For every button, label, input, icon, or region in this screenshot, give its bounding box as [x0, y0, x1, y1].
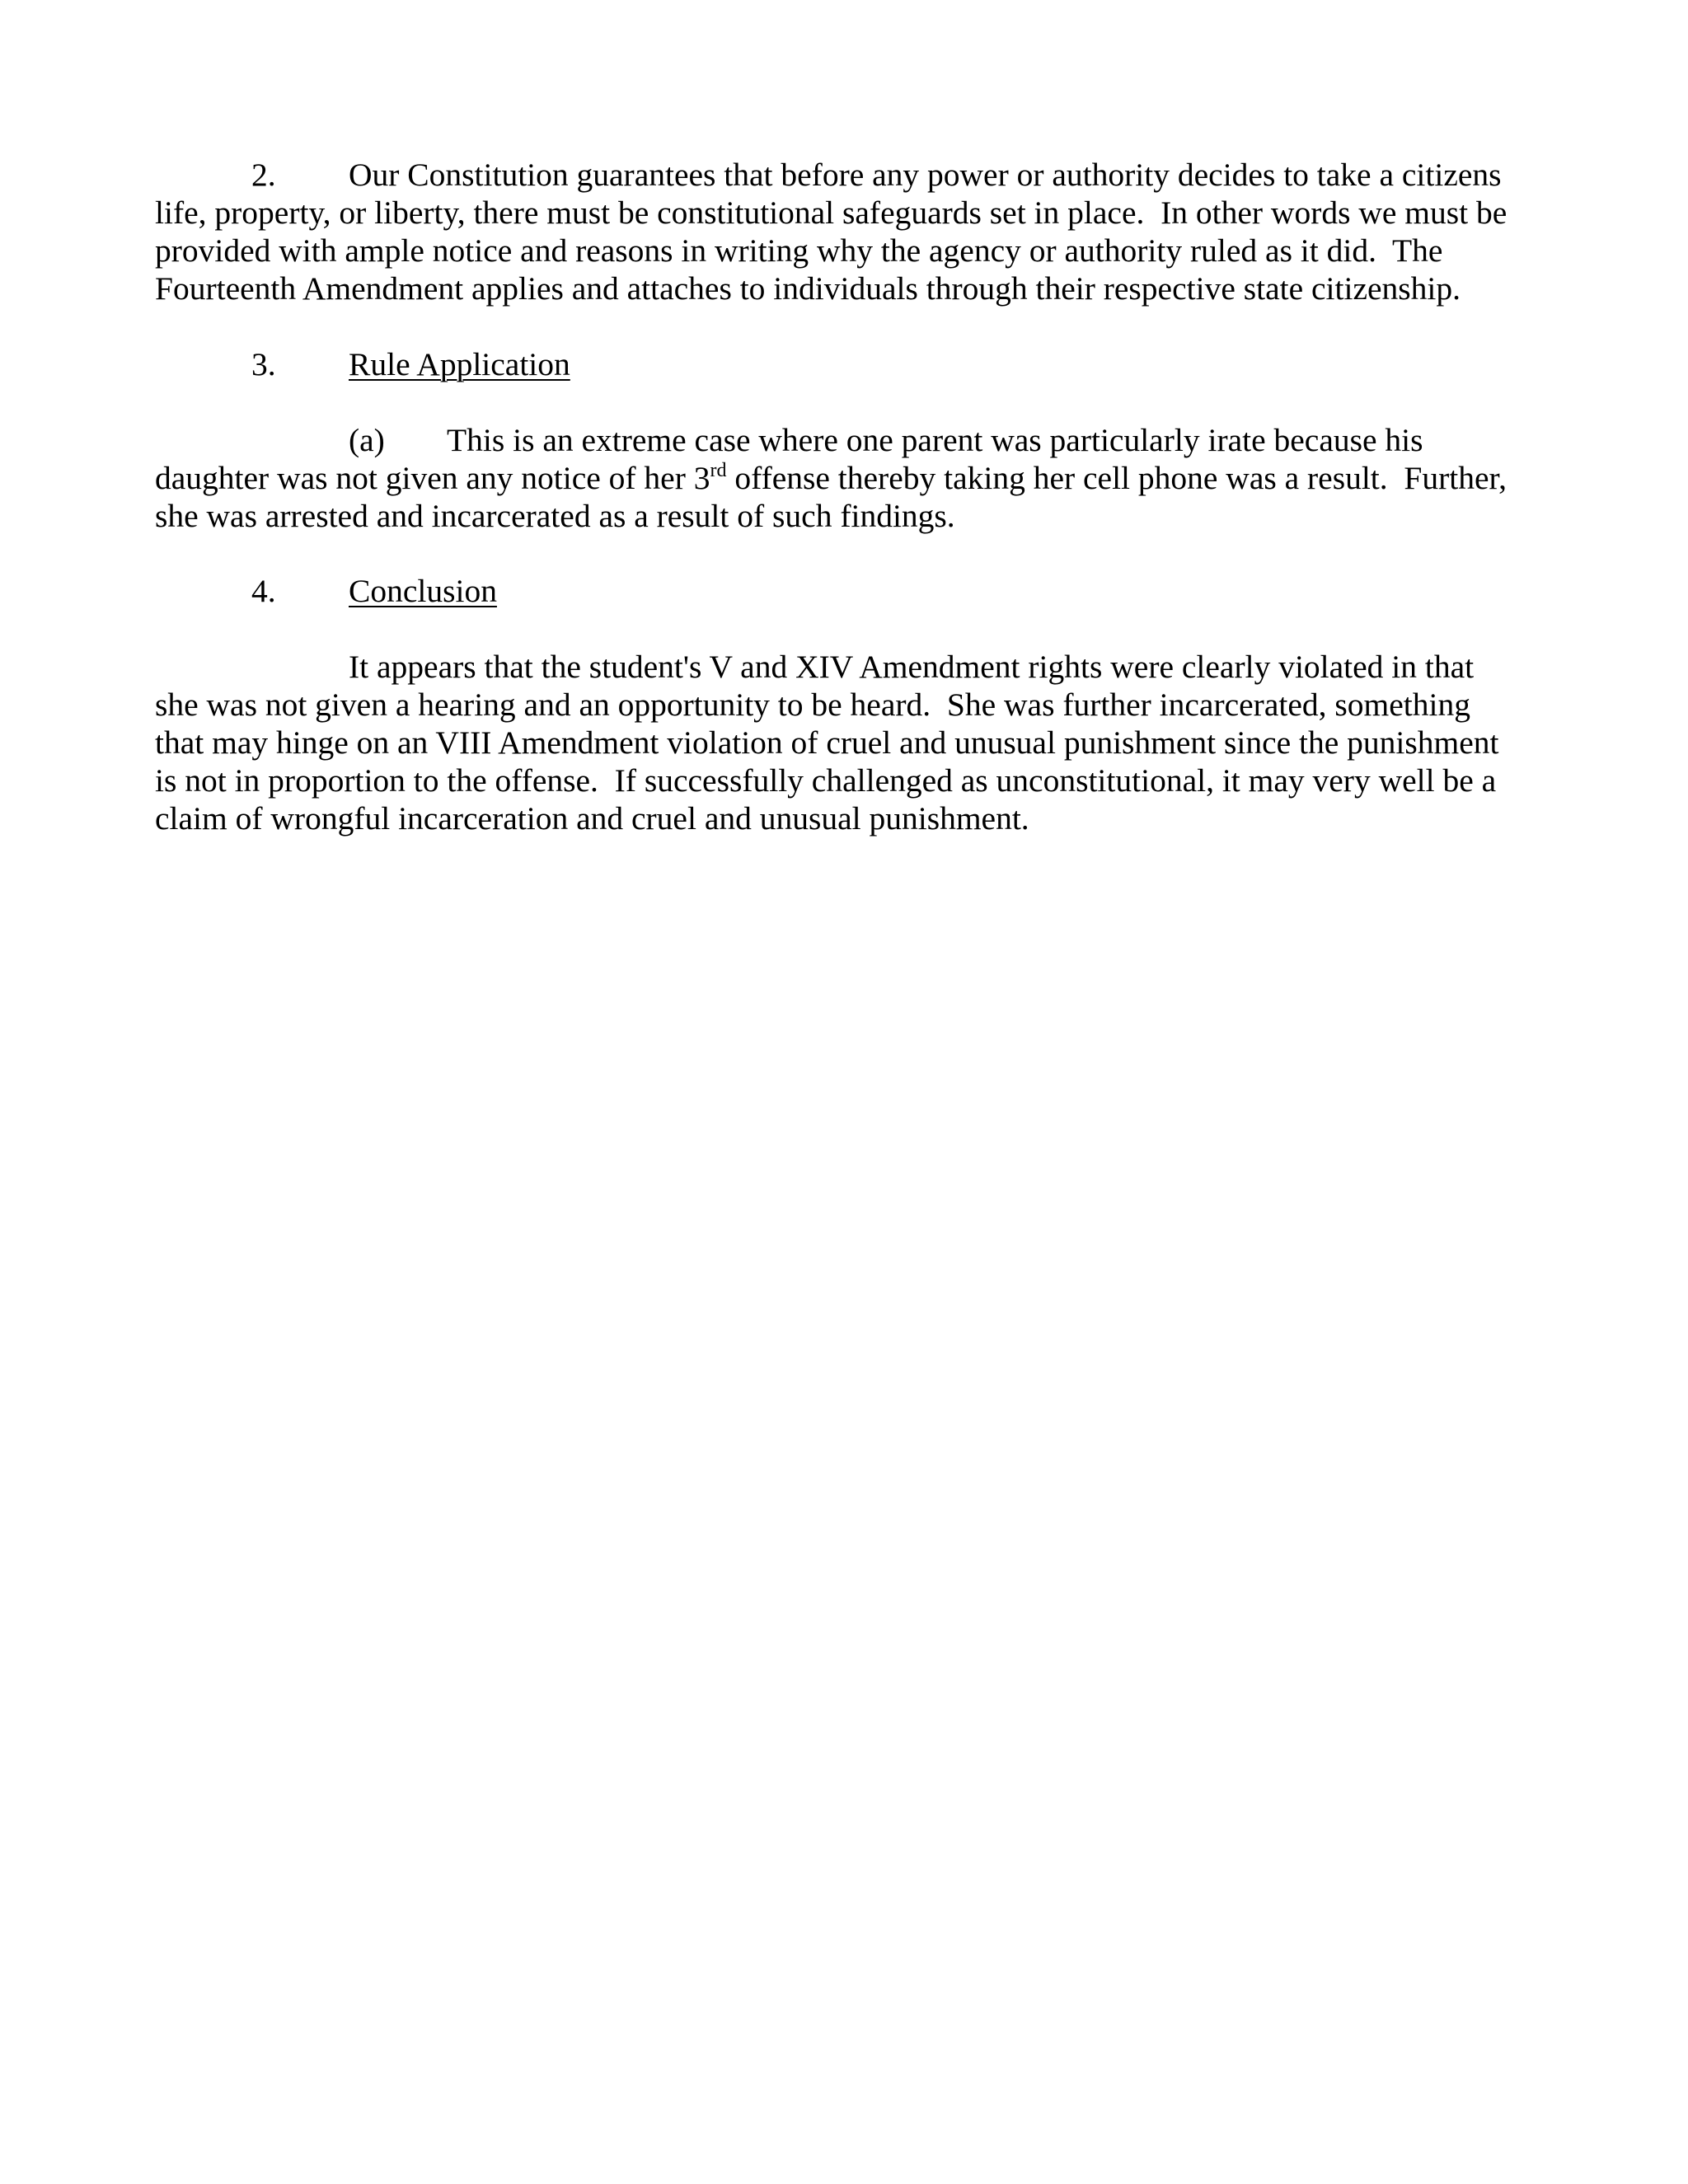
section-3-subpara-line-1: This is an extreme case where one parent was particularly irate because his — [447, 422, 1423, 458]
section-4-line-4: is not in proportion to the offense. If successfully challenged as unconstitutional, it may very well be a — [155, 762, 1497, 799]
section-3-subpara-label: (a) — [349, 422, 385, 458]
line-2-before: daughter was not given any notice of her 3 — [155, 460, 710, 496]
section-3-heading: Rule Application — [349, 346, 570, 382]
section-4-line-5: claim of wrongful incarceration and cruel and unusual punishment. — [155, 800, 1029, 837]
section-3-subpara-line-3: she was arrested and incarcerated as a result of such findings. — [155, 498, 955, 534]
section-2-line-3: provided with ample notice and reasons in writing why the agency or authority ruled as it did. The — [155, 232, 1443, 269]
section-3-number: 3. — [251, 346, 276, 382]
section-4-line-2: she was not given a hearing and an opportunity to be heard. She was further incarcerated, something — [155, 687, 1470, 723]
section-4-number: 4. — [251, 573, 276, 609]
section-2-number: 2. — [251, 157, 276, 193]
section-2-line-2: life, property, or liberty, there must be constitutional safeguards set in place. In other words we must be — [155, 194, 1507, 231]
ordinal-superscript: rd — [710, 460, 727, 481]
section-4-heading: Conclusion — [349, 573, 497, 609]
section-2-line-4: Fourteenth Amendment applies and attaches to individuals through their respective state citizenship. — [155, 270, 1461, 307]
section-2-line-1: Our Constitution guarantees that before any power or authority decides to take a citizens — [349, 157, 1502, 193]
section-3-subpara-line-2 — [155, 459, 1533, 497]
line-2-after: offense thereby taking her cell phone was a result. Further, — [726, 460, 1507, 496]
section-4-line-1: It appears that the student's V and XIV Amendment rights were clearly violated in that — [349, 649, 1475, 685]
section-4-line-3: that may hinge on an VIII Amendment violation of cruel and unusual punishment since the punishment — [155, 724, 1499, 761]
